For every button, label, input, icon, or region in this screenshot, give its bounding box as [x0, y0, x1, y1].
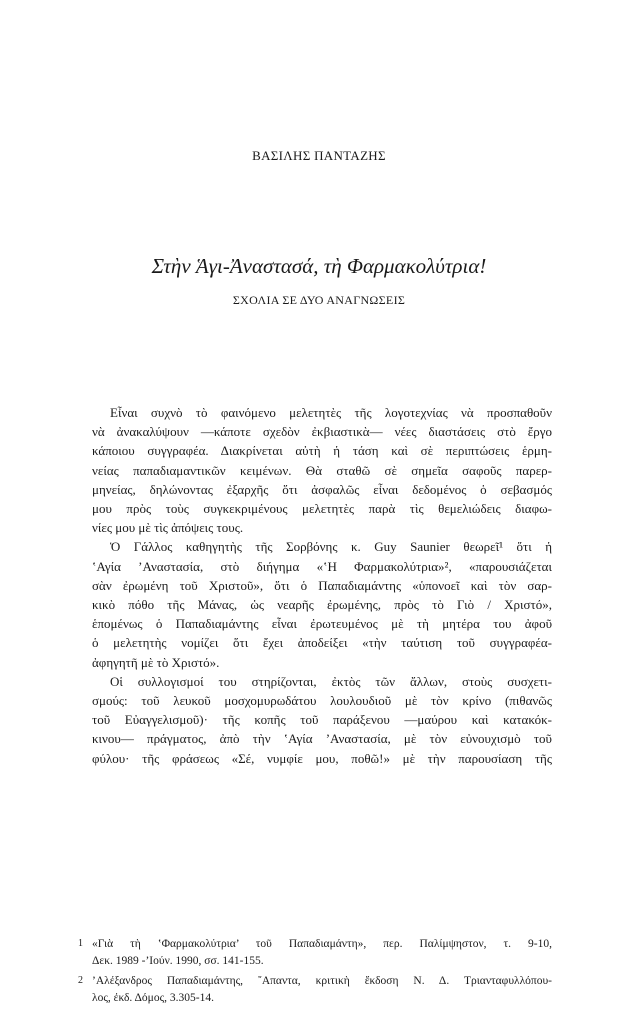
footnote-line: λος, ἐκδ. Δόμος, 3.305-14.: [92, 991, 214, 1004]
footnote-1: [78, 936, 552, 969]
body-line: σμούς: τοῦ λευκοῦ μοσχομυρωδάτου λουλουδιοῦ μὲ τὸν κρίνο (πιθανῶς: [92, 693, 552, 709]
body-line: Ὁ Γάλλος καθηγητὴς τῆς Σορβόνης κ. Guy Saunier θεωρεῖ¹ ὅτι ἡ: [110, 539, 552, 555]
footnote-2: [78, 973, 552, 1006]
body-line: σὰν ἐρωμένη τοῦ Χριστοῦ», ὅτι ὁ Παπαδιαμάντης «ὑπονοεῖ καὶ τὸν σαρ-: [92, 577, 552, 593]
footnote-number: 2: [78, 975, 83, 986]
footnote-line: «Γιὰ τὴ ‛Φαρμακολύτρια’ τοῦ Παπαδιαμάντη», περ. Παλίμψηστον, τ. 9-10,: [92, 938, 552, 950]
footnote-line: ’Αλέξανδρος Παπαδιαμάντης, ῎Απαντα, κριτικὴ ἔκδοση Ν. Δ. Τριανταφυλλόπου-: [92, 975, 552, 987]
footnote-number: 1: [78, 938, 83, 949]
body-line: κάποιου συγγραφέα. Διακρίνεται αὐτὴ ἡ τάση καὶ σὲ περιπτώσεις ἑρμη-: [92, 443, 552, 459]
body-line: νείας παπαδιαμαντικῶν κειμένων. Θὰ σταθῶ σὲ σημεῖα σαφοῦς παρερ-: [92, 462, 552, 478]
body-line: μηνείας, δηλώνοντας ἐξαρχῆς ὅτι ἀσφαλῶς εἶναι δεδομένος ὁ σεβασμός: [92, 481, 552, 497]
body-line: νὰ ἀνακαλύψουν —κάποτε σχεδὸν ἐκβιαστικὰ— νέες διαστάσεις στὸ ἔργο: [92, 424, 552, 440]
body-line: κινου— πράγματος, ἀπὸ τὴν ‛Αγία ’Αναστασία, μὲ τὸν εὐνουχισμὸ τοῦ: [92, 731, 552, 747]
body-line: τοῦ Εὐαγγελισμοῦ)· τῆς κοπῆς τοῦ παράξενου —μαύρου καὶ κατακόκ-: [92, 712, 552, 728]
body-line: ἑπομένως ὁ Παπαδιαμάντης εἶναι ἐρωτευμένος μὲ τὴ μητέρα του ἀφοῦ: [92, 616, 552, 632]
body-text: [92, 403, 552, 768]
body-line: μου πρὸς τοὺς συγκεκριμένους μελετητὲς παρὰ τὶς θεμελιώδεις διαφω-: [92, 501, 552, 517]
footnote-line: Δεκ. 1989 -’Ιούν. 1990, σσ. 141-155.: [92, 954, 264, 967]
body-line: νίες μου μὲ τὶς ἀπόψεις τους.: [92, 520, 244, 536]
article-subtitle: ΣΧΟΛΙΑ ΣΕ ΔΥΟ ΑΝΑΓΝΩΣΕΙΣ: [232, 293, 406, 307]
article-title: Στὴν Ἁγι-Ἀναστασά, τὴ Φαρμακολύτρια!: [151, 254, 487, 278]
footnotes: [78, 936, 552, 1010]
body-line: κικὸ πόθο τῆς Μάνας, ὡς νεαρῆς ἐρωμένης, πρὸς τὸ Γιὸ / Χριστό»,: [92, 597, 552, 613]
body-line: Οἱ συλλογισμοί του στηρίζονται, ἐκτὸς τῶν ἄλλων, στοὺς συσχετι-: [110, 673, 552, 689]
body-line: ἀφηγητῆ μὲ τὸ Χριστό».: [92, 654, 220, 670]
author-name: ΒΑΣΙΛΗΣ ΠΑΝΤΑΖΗΣ: [252, 148, 386, 163]
body-line: ‛Αγία ’Αναστασία, στὸ διήγημα «‛Η Φαρμακολύτρια»², «παρουσιάζεται: [92, 558, 552, 574]
body-line: φύλου· τῆς φράσεως «Σέ, νυμφίε μου, ποθῶ!» μὲ τὴν παρουσίαση τῆς: [92, 750, 552, 766]
body-line: Εἶναι συχνὸ τὸ φαινόμενο μελετητὲς τῆς λογοτεχνίας νὰ προσπαθοῦν: [110, 405, 552, 420]
body-line: ὁ μελετητὴς νομίζει ὅτι ἔχει ἀποδείξει «τὴν ταύτιση τοῦ συγγραφέα-: [92, 635, 552, 651]
